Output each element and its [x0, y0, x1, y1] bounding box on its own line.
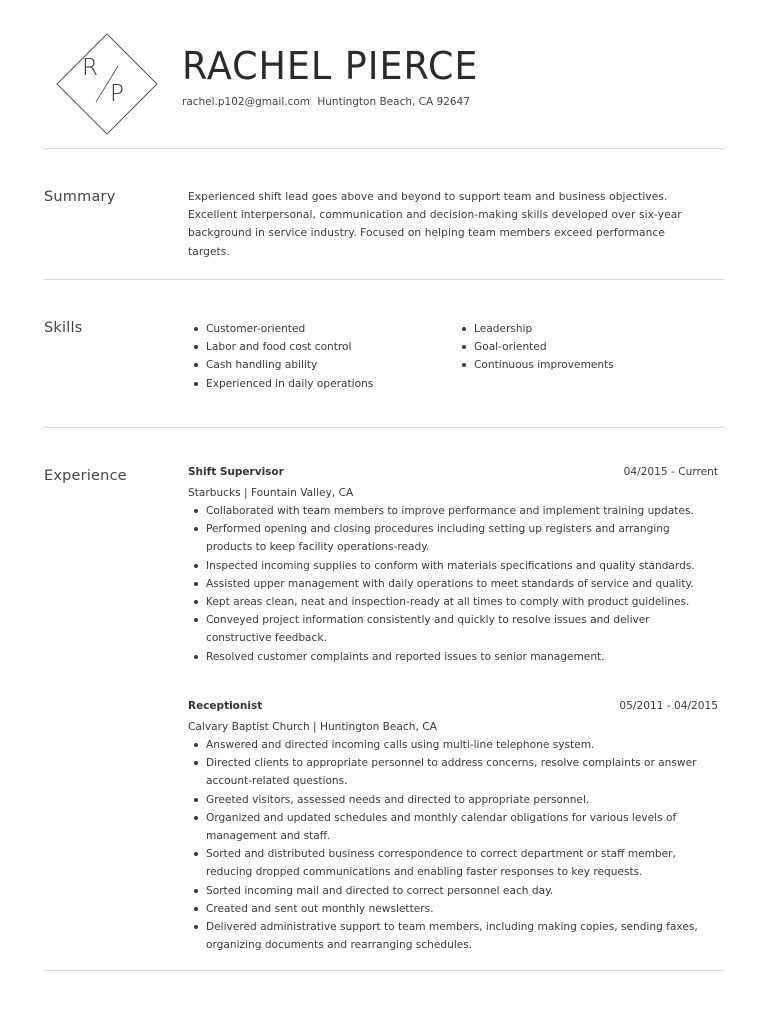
skills-column-right — [456, 320, 716, 375]
monogram-last-initial: P — [110, 81, 124, 107]
job-bullet: Performed opening and closing procedures including setting up registers and arranging products to keep facility operations-ready. — [188, 520, 718, 556]
candidate-name: RACHEL PIERCE — [182, 44, 479, 88]
job-bullet: Directed clients to appropriate personnel to address concerns, resolve complaints or answer account-related questions. — [188, 754, 718, 790]
job-company: Starbucks | Fountain Valley, CA — [188, 487, 354, 499]
job-dates: 04/2015 - Current — [623, 466, 718, 478]
section-title-experience: Experience — [44, 468, 127, 484]
job-bullet: Inspected incoming supplies to conform with materials specifications and quality standards. — [188, 557, 718, 575]
skill-item: Goal-oriented — [456, 338, 716, 356]
job-title: Shift Supervisor — [188, 466, 284, 478]
job-title: Receptionist — [188, 700, 263, 712]
job-company: Calvary Baptist Church | Huntington Beach, CA — [188, 721, 437, 733]
skills-column-left — [188, 320, 448, 393]
job-bullet: Sorted and distributed business correspondence to correct department or staff member, reducing dropped communications and enabling faster responses to key requests. — [188, 845, 718, 881]
monogram-logo — [56, 33, 158, 135]
section-title-summary: Summary — [44, 189, 116, 205]
job-bullet: Resolved customer complaints and reported issues to senior management. — [188, 648, 718, 666]
job-bullet: Collaborated with team members to improve performance and implement training updates. — [188, 502, 718, 520]
skill-item: Cash handling ability — [188, 356, 448, 374]
job-bullet: Delivered administrative support to team members, including making copies, sending faxes, organizing documents and rearranging schedules. — [188, 918, 718, 954]
email-link[interactable]: rachel.p102@gmail.com — [182, 96, 311, 108]
job-entry-shift-supervisor — [188, 466, 718, 666]
job-bullet: Created and sent out monthly newsletters. — [188, 900, 718, 918]
skill-item: Customer-oriented — [188, 320, 448, 338]
job-bullet: Answered and directed incoming calls using multi-line telephone system. — [188, 736, 718, 754]
summary-text — [188, 188, 718, 261]
job-entry-receptionist — [188, 700, 718, 954]
section-title-skills: Skills — [44, 320, 83, 336]
divider — [44, 427, 724, 428]
summary-line: background in service industry. Focused on helping team members exceed performance — [188, 227, 665, 240]
summary-line: Experienced shift lead goes above and beyond to support team and business objectives. — [188, 191, 668, 203]
job-bullet: Kept areas clean, neat and inspection-ready at all times to comply with product guidelines. — [188, 593, 718, 611]
summary-line: targets. — [188, 245, 230, 258]
job-bullet: Sorted incoming mail and directed to correct personnel each day. — [188, 882, 718, 900]
skill-item: Continuous improvements — [456, 356, 716, 374]
summary-line: Excellent interpersonal, communication and decision-making skills developed over six-year — [188, 209, 682, 222]
divider — [44, 148, 724, 149]
monogram-first-initial: R — [82, 55, 98, 81]
diamond-frame-icon — [56, 33, 158, 135]
divider — [44, 279, 724, 280]
job-bullet: Conveyed project information consistently and quickly to resolve issues and deliver constructive feedback. — [188, 611, 718, 647]
job-bullet: Assisted upper management with daily operations to meet standards of service and quality. — [188, 575, 718, 593]
job-bullet: Organized and updated schedules and monthly calendar obligations for various levels of management and staff. — [188, 809, 718, 845]
job-bullet: Greeted visitors, assessed needs and directed to appropriate personnel. — [188, 791, 718, 809]
skill-item: Leadership — [456, 320, 716, 338]
skill-item: Labor and food cost control — [188, 338, 448, 356]
divider — [44, 970, 724, 971]
job-dates: 05/2011 - 04/2015 — [619, 700, 718, 712]
location-text: Huntington Beach, CA 92647 — [317, 96, 470, 108]
contact-line — [182, 96, 470, 108]
skill-item: Experienced in daily operations — [188, 375, 448, 393]
